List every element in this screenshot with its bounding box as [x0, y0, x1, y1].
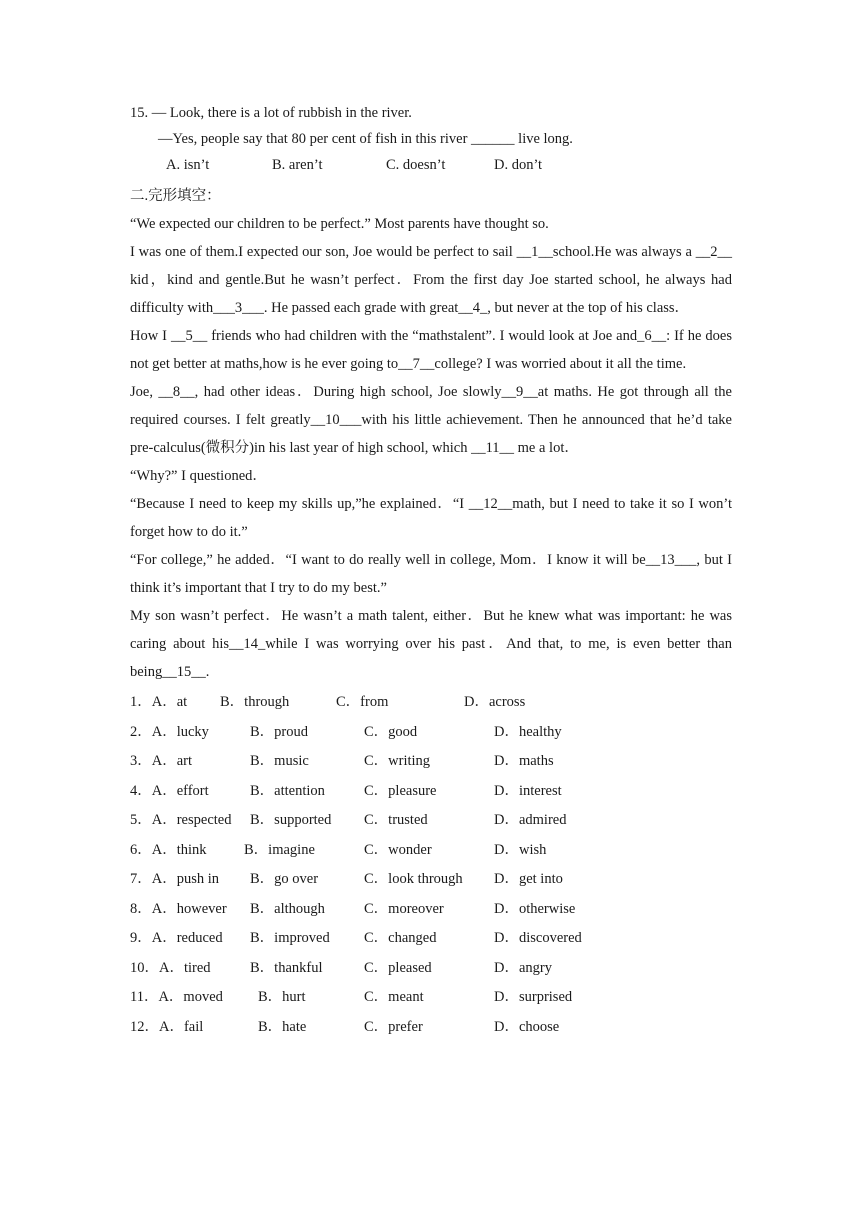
option-d: D. don’t [494, 157, 543, 173]
passage-paragraph: “For college,” he added．“I want to do really well in college, Mom．I know it will be__13___, but I think it’s important that I try to do my best.” [130, 552, 732, 596]
choice-row [130, 688, 732, 718]
choice-a: 7．A．push in [130, 871, 220, 887]
choice-a: 3．A．art [130, 753, 193, 769]
choice-c: C．moreover [364, 900, 444, 917]
choice-row [130, 718, 732, 748]
option-a: A. isn’t [166, 157, 210, 173]
choice-b: B．attention [250, 782, 325, 799]
choice-row [130, 836, 732, 866]
choice-d: D．interest [494, 782, 562, 799]
choice-c: C．look through [364, 871, 463, 887]
choice-row [130, 1013, 732, 1043]
choice-d: D．get into [494, 871, 563, 887]
choice-c: C．from [336, 694, 389, 710]
choice-a: 6．A．think [130, 841, 207, 858]
option-c: C. doesn’t [386, 157, 446, 173]
choice-row [130, 983, 732, 1013]
question-15 [130, 100, 732, 178]
choice-row [130, 747, 732, 777]
choice-d: D．angry [494, 959, 552, 976]
choice-b: B．supported [250, 812, 332, 828]
question-15-line1: 15. — Look, there is a lot of rubbish in the river. [130, 105, 412, 121]
choice-a: 2．A．lucky [130, 723, 209, 740]
choice-d: D．admired [494, 812, 567, 828]
choice-b: B．hate [258, 1018, 307, 1035]
passage-paragraph: I was one of them.I expected our son, Joe would be perfect to sail __1__school.He was always a __2__ kid，kind and gentle.But he wasn’t perfect．From the first day Joe started school, he always had difficulty with___3___. He passed each grade with great__4_, but never at the top of his class． [130, 244, 732, 316]
choice-b: B．imagine [244, 841, 315, 858]
choice-row [130, 954, 732, 984]
choice-a: 1．A．at [130, 694, 188, 710]
choice-b: B．proud [250, 723, 308, 740]
section-title: 二.完形填空： [130, 188, 221, 204]
choice-a: 12．A．fail [130, 1018, 204, 1035]
choice-c: C．writing [364, 753, 431, 769]
passage-paragraph: “We expected our children to be perfect.” Most parents have thought so. [130, 216, 549, 232]
choice-row [130, 895, 732, 925]
choice-row [130, 924, 732, 954]
choice-c: C．good [364, 723, 418, 740]
choice-b: B．go over [250, 871, 319, 887]
choice-d: D．maths [494, 753, 554, 769]
choice-row [130, 777, 732, 807]
option-b: B. aren’t [272, 157, 323, 173]
cloze-passage [130, 210, 732, 686]
passage-paragraph: “Because I need to keep my skills up,”he explained．“I __12__math, but I need to take it so I won’t forget how to do it.” [130, 496, 732, 540]
choice-list [130, 688, 732, 1042]
choice-row [130, 865, 732, 895]
passage-paragraph: How I __5__ friends who had children with the “mathstalent”. I would look at Joe and_6__: If he does not get better at maths,how is he ever going to__7__college? I was worried about it all the time. [130, 328, 732, 372]
passage-paragraph: “Why?” I questioned． [130, 468, 267, 484]
choice-b: B．although [250, 900, 325, 917]
choice-c: C．pleasure [364, 782, 437, 799]
choice-a: 4．A．effort [130, 782, 209, 799]
passage-paragraph: Joe, __8__, had other ideas．During high school, Joe slowly__9__at maths. He got through all the required courses. I felt greatly__10___with his little achievement. Then he announced that he’d take pre-calculus(微积分)in his last year of high school, which __11__ me a lot． [130, 384, 732, 456]
choice-c: C．prefer [364, 1018, 423, 1035]
choice-a: 5．A．respected [130, 812, 232, 828]
choice-b: B．hurt [258, 989, 306, 1005]
choice-a: 9．A．reduced [130, 930, 223, 946]
choice-c: C．changed [364, 930, 437, 946]
choice-c: C．pleased [364, 959, 432, 976]
passage-paragraph: My son wasn’t perfect．He wasn’t a math talent, either．But he knew what was important: he was caring about his__14_while I was worrying over his past．And that, to me, is even better than being__15__. [130, 608, 732, 680]
question-15-options [130, 152, 732, 178]
choice-b: B．through [220, 694, 290, 710]
choice-c: C．trusted [364, 812, 428, 828]
choice-row [130, 806, 732, 836]
choice-d: D．otherwise [494, 900, 576, 917]
choice-b: B．music [250, 753, 309, 769]
choice-d: D．healthy [494, 723, 562, 740]
choice-d: D．discovered [494, 930, 582, 946]
question-15-line2: —Yes, people say that 80 per cent of fish in this river ______ live long. [158, 131, 573, 147]
document-page [130, 100, 732, 1042]
choice-d: D．across [464, 694, 526, 710]
choice-a: 10．A．tired [130, 959, 211, 976]
choice-c: C．wonder [364, 841, 432, 858]
choice-b: B．thankful [250, 959, 323, 976]
choice-a: 11．A．moved [130, 989, 223, 1005]
choice-a: 8．A．however [130, 900, 227, 917]
choice-c: C．meant [364, 989, 424, 1005]
choice-d: D．wish [494, 841, 547, 858]
choice-b: B．improved [250, 930, 330, 946]
choice-d: D．surprised [494, 989, 573, 1005]
choice-d: D．choose [494, 1018, 560, 1035]
